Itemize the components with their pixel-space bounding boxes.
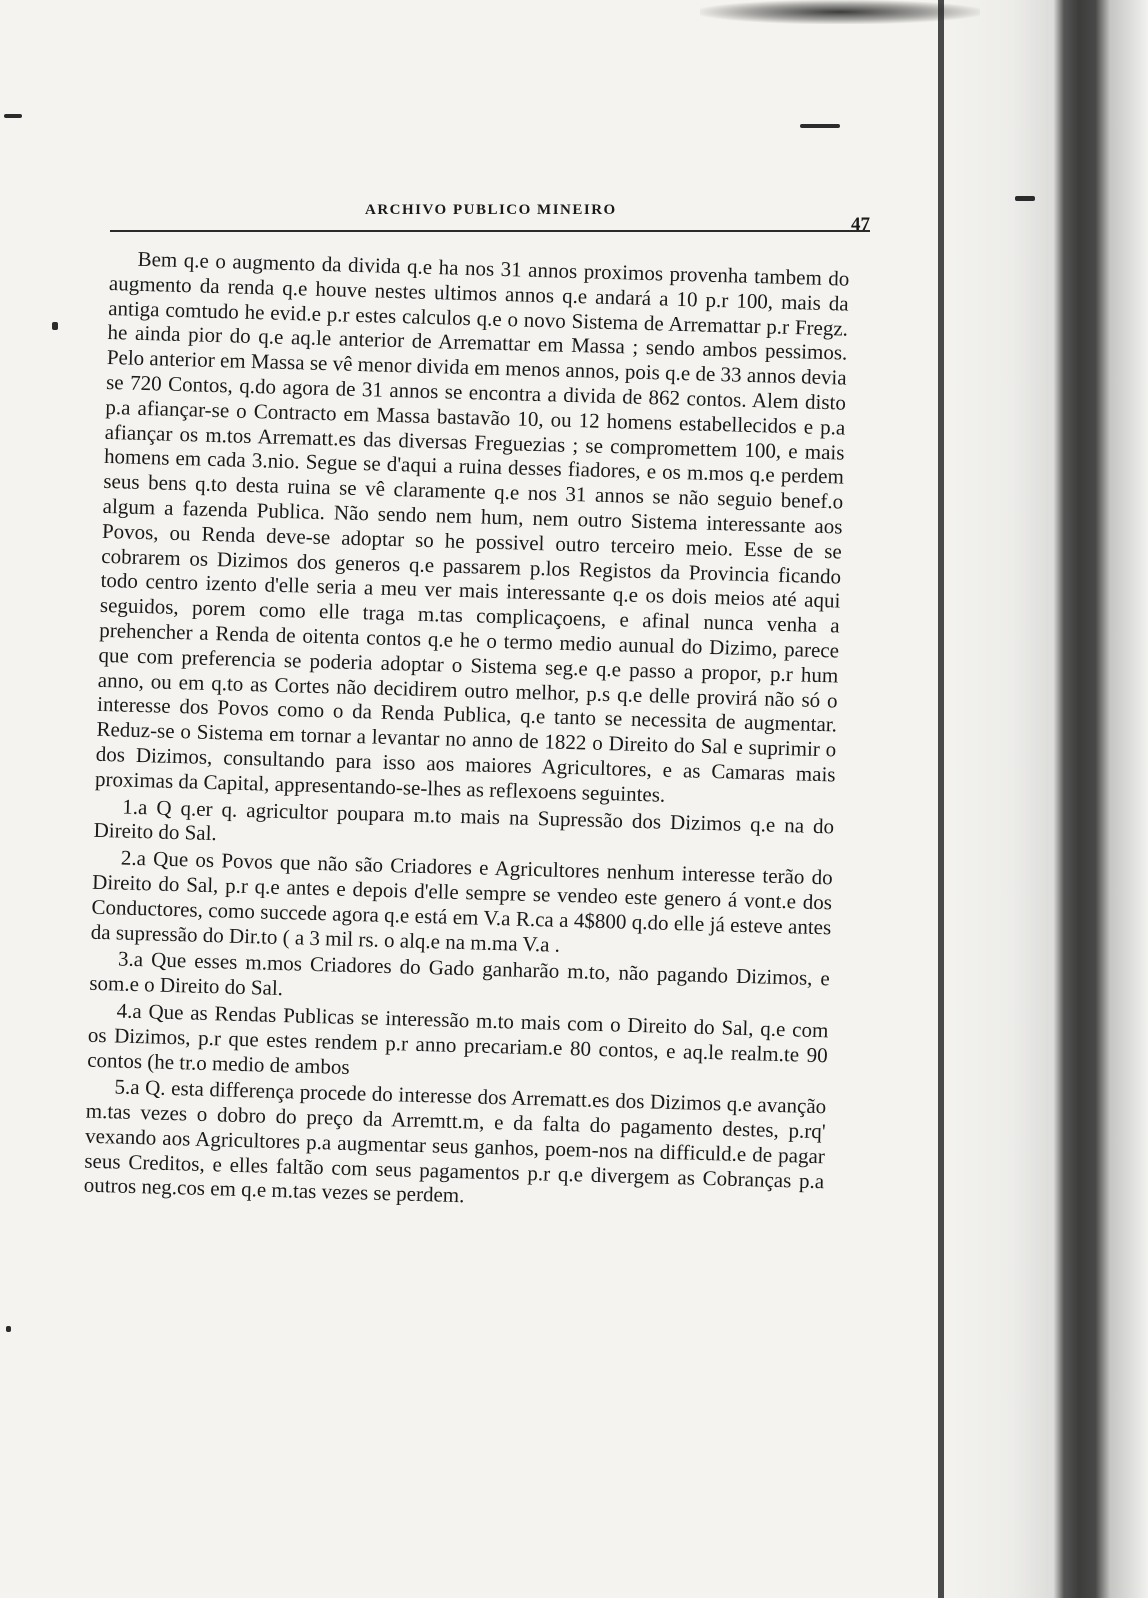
- paragraph: 1.a Q q.er q. agricultor poupara m.to mais na Supressão dos Dizimos q.e na do Direito do Sal.: [93, 794, 835, 846]
- page-number: 47: [851, 214, 870, 235]
- paragraph: 5.a Q. esta differença procede do interesse dos Arrematt.es dos Dizimos q.e avanção m.tas vezes o dobro do preço da Arremtt.m, e da falta do pagamento destes, p.rq' vexando aos Agricultores p.a augmentar seus ganhos, poem-nos na difficuld.e de pagar seus Creditos, e elles faltão com seus pagamentos p.r q.e divergem as Cobranças p.a outros neg.cos em q.e m.tas vezes se perdem.: [83, 1074, 827, 1208]
- scan-speck: [6, 1326, 11, 1332]
- paragraph: 4.a Que as Rendas Publicas se interessão m.to mais com o Direito do Sal, q.e com os Dizimos, p.r que estes rendem p.r anno precariam.e 80 contos, e aq.le realm.te 90 contos (he tr.o medio de ambos: [86, 998, 829, 1079]
- document-page: [83, 196, 870, 1208]
- scan-speck: [4, 114, 22, 118]
- scan-speck: [800, 124, 840, 128]
- running-title: ARCHIVO PUBLICO MINEIRO: [365, 202, 617, 218]
- running-header: [110, 196, 870, 235]
- paragraph: 3.a Que esses m.mos Criadores do Gado ganharão m.to, não pagando Dizimos, e som.e o Direito do Sal.: [89, 946, 831, 1001]
- body-text: [83, 246, 849, 1219]
- paragraph: 2.a Que os Povos que não são Criadores e Agricultores nenhum interesse terão do Direito do Sal, p.r q.e antes e depois d'elle sempre se vendeo este genero á vont.e dos Conductores, como succede agora q.e está em V.a R.ca a 4$800 q.do elle já esteve antes da supressão do Dir.to ( a 3 mil rs. o alq.e na m.ma V.a .: [90, 845, 833, 957]
- scan-speck: [52, 322, 58, 330]
- scan-smudge: [700, 0, 980, 24]
- paragraph: Bem q.e o augmento da divida q.e ha nos 31 annos proximos provenha tambem do augmento da renda q.e houve nestes ultimos annos q.e andará a 10 p.r 100, mais da antiga comtudo he evid.e p.r estes calculos q.e o novo Sistema de Arremattar p.r Fregz. he ainda pior do q.e aq.le anterior de Arremattar em Massa ; sendo ambos pessimos. Pelo anterior em Massa se vê menor divida em menos annos, pois q.e de 33 annos devia se 720 Contos, q.do agora de 31 annos se encontra a divida de 862 contos. Alem disto p.a afiançar-se o Contracto em Massa bastavão 10, ou 12 homens estabellecidos e p.a afiançar os m.tos Arrematt.es das diversas Freguezias ; se compromettem 100, e mais homens em cada 3.nio. Segue se d'aqui a ruina desses fiadores, e os m.mos q.e perdem seus bens q.to desta ruina se vê claramente q.e nos 31 annos se não seguio benef.o algum a fazenda Publica. Não sendo nem hum, nem outro Sistema interessante aos Povos, ou Renda deve-se adoptar so he possivel outro terceiro meio. Esse de se cobrarem os Dizimos dos generos q.e passarem p.los Registos da Provincia ficando todo centro izento d'elle seria a meu ver mais interessante q.e os dois meios até aqui seguidos, porem como elle traga m.tas complicaçoens, e afinal nunca venha a prehencher a Renda de oitenta contos q.e he o termo medio aunual do Dizimo, parece que com preferencia se poderia adoptar o Sistema seg.e q.e passo a propor, p.r hum anno, ou em q.to as Cortes não decidirem outro melhor, p.s q.e delle provirá não só o interesse dos Povos como o da Renda Publica, q.e tanto se necessita de augmentar. Reduz-se o Sistema em tornar a levantar no anno de 1822 o Direito do Sal e suprimir o dos Dizimos, consultando para isso aos maiores Agricultores, e as Camaras mais proximas da Capital, appresentando-se-lhes as reflexoens seguintes.: [94, 246, 850, 807]
- scan-speck: [1015, 196, 1035, 201]
- binding-line: [938, 0, 944, 1598]
- page-edge-shadow: [938, 0, 1148, 1598]
